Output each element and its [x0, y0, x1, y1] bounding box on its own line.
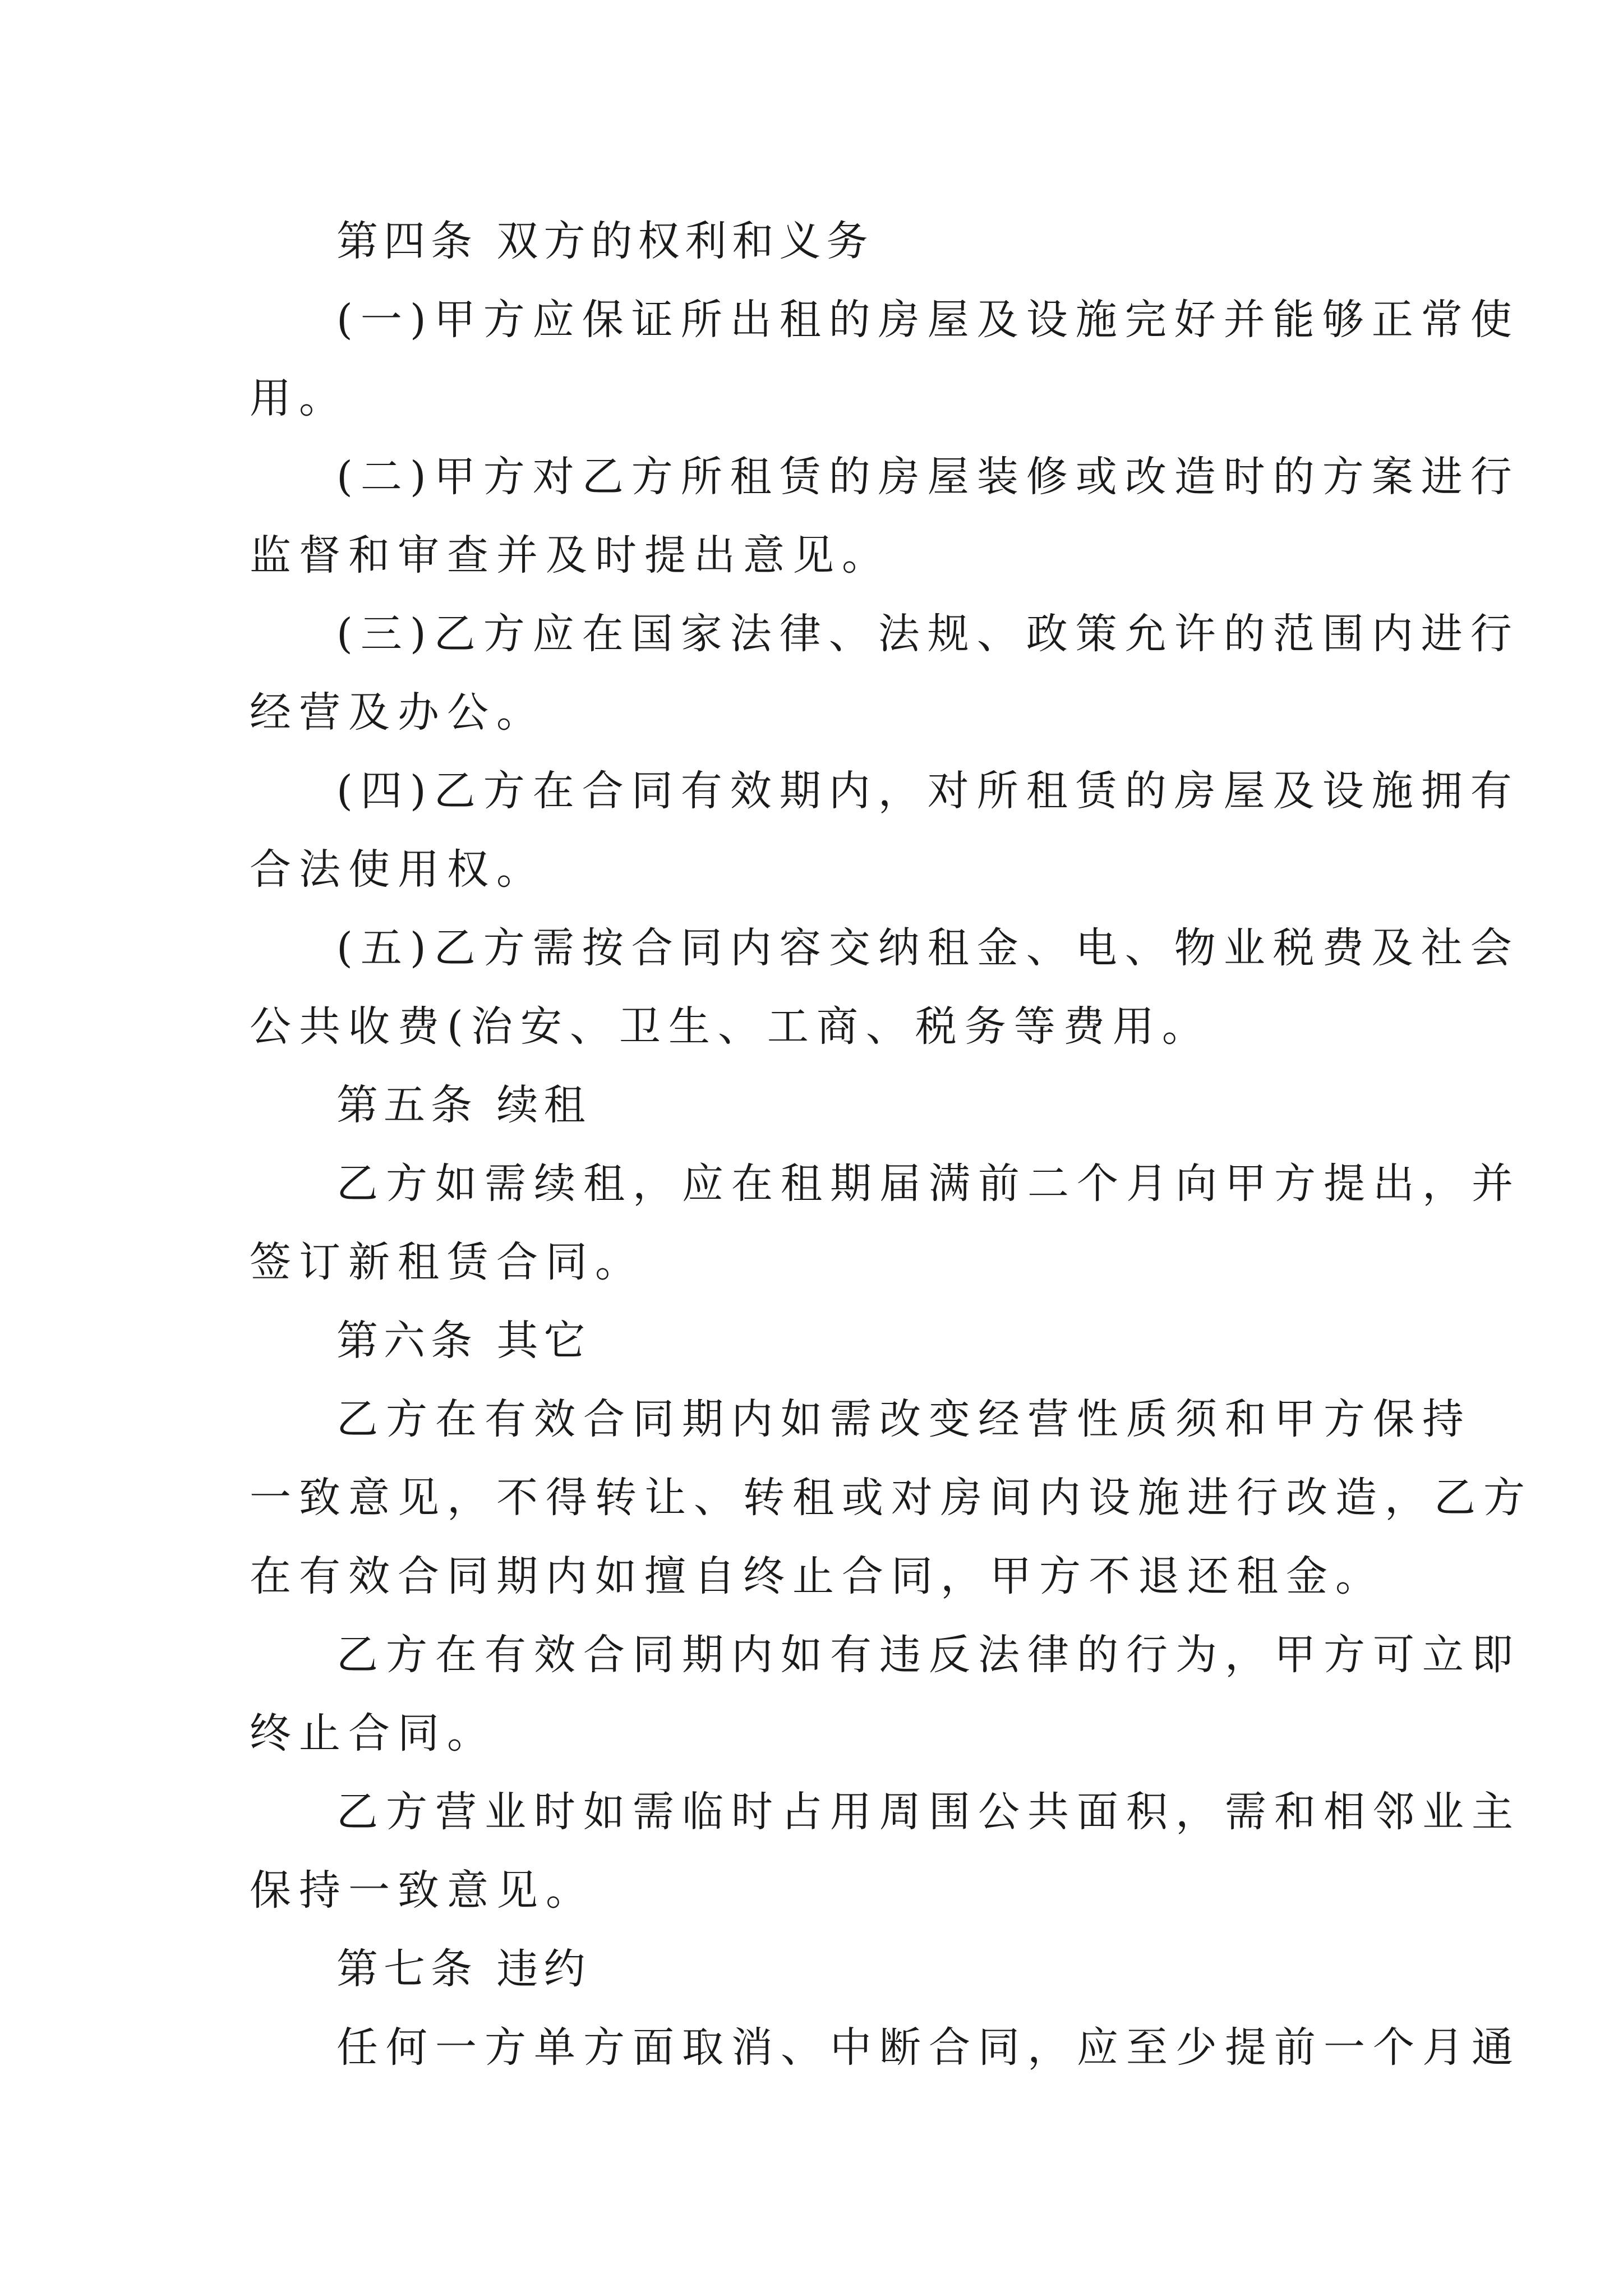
- paragraph-line: 乙方在有效合同期内如需改变经营性质须和甲方保持: [336, 1395, 1472, 1443]
- paragraph-line: 终止合同。: [250, 1709, 496, 1757]
- paragraph-line: (四)乙方在合同有效期内，对所租赁的房屋及设施拥有: [336, 767, 1520, 815]
- article-7-heading: 第七条 违约: [336, 1945, 591, 1993]
- article-4-heading: 第四条 双方的权利和义务: [336, 217, 874, 265]
- article-6-heading: 第六条 其它: [336, 1317, 591, 1365]
- paragraph-line: 乙方营业时如需临时占用周围公共面积，需和相邻业主: [336, 1788, 1521, 1836]
- paragraph-line: 用。: [250, 374, 348, 422]
- paragraph-line: 合法使用权。: [250, 845, 546, 894]
- paragraph-line: (五)乙方需按合同内容交纳租金、电、物业税费及社会: [336, 924, 1520, 972]
- paragraph-line: 监督和审查并及时提出意见。: [250, 531, 891, 579]
- paragraph-line: 乙方如需续租，应在租期届满前二个月向甲方提出，并: [336, 1159, 1521, 1208]
- paragraph-line: 任何一方单方面取消、中断合同，应至少提前一个月通: [336, 2023, 1521, 2072]
- paragraph-line: 经营及办公。: [250, 688, 546, 737]
- paragraph-line: 签订新租赁合同。: [250, 1238, 644, 1286]
- paragraph-line: 乙方在有效合同期内如有违反法律的行为，甲方可立即: [336, 1631, 1521, 1679]
- paragraph-line: 保持一致意见。: [250, 1866, 595, 1915]
- paragraph-line: (一)甲方应保证所出租的房屋及设施完好并能够正常使: [336, 296, 1520, 344]
- article-5-heading: 第五条 续租: [336, 1081, 591, 1129]
- paragraph-line: 公共收费(治安、卫生、工商、税务等费用。: [250, 1002, 1211, 1051]
- paragraph-line: 在有效合同期内如擅自终止合同，甲方不退还租金。: [250, 1552, 1385, 1600]
- paragraph-line: (三)乙方应在国家法律、法规、政策允许的范围内进行: [336, 610, 1520, 658]
- paragraph-line: (二)甲方对乙方所租赁的房屋装修或改造时的方案进行: [336, 453, 1520, 501]
- paragraph-line: 一致意见，不得转让、转租或对房间内设施进行改造，乙方: [250, 1474, 1533, 1522]
